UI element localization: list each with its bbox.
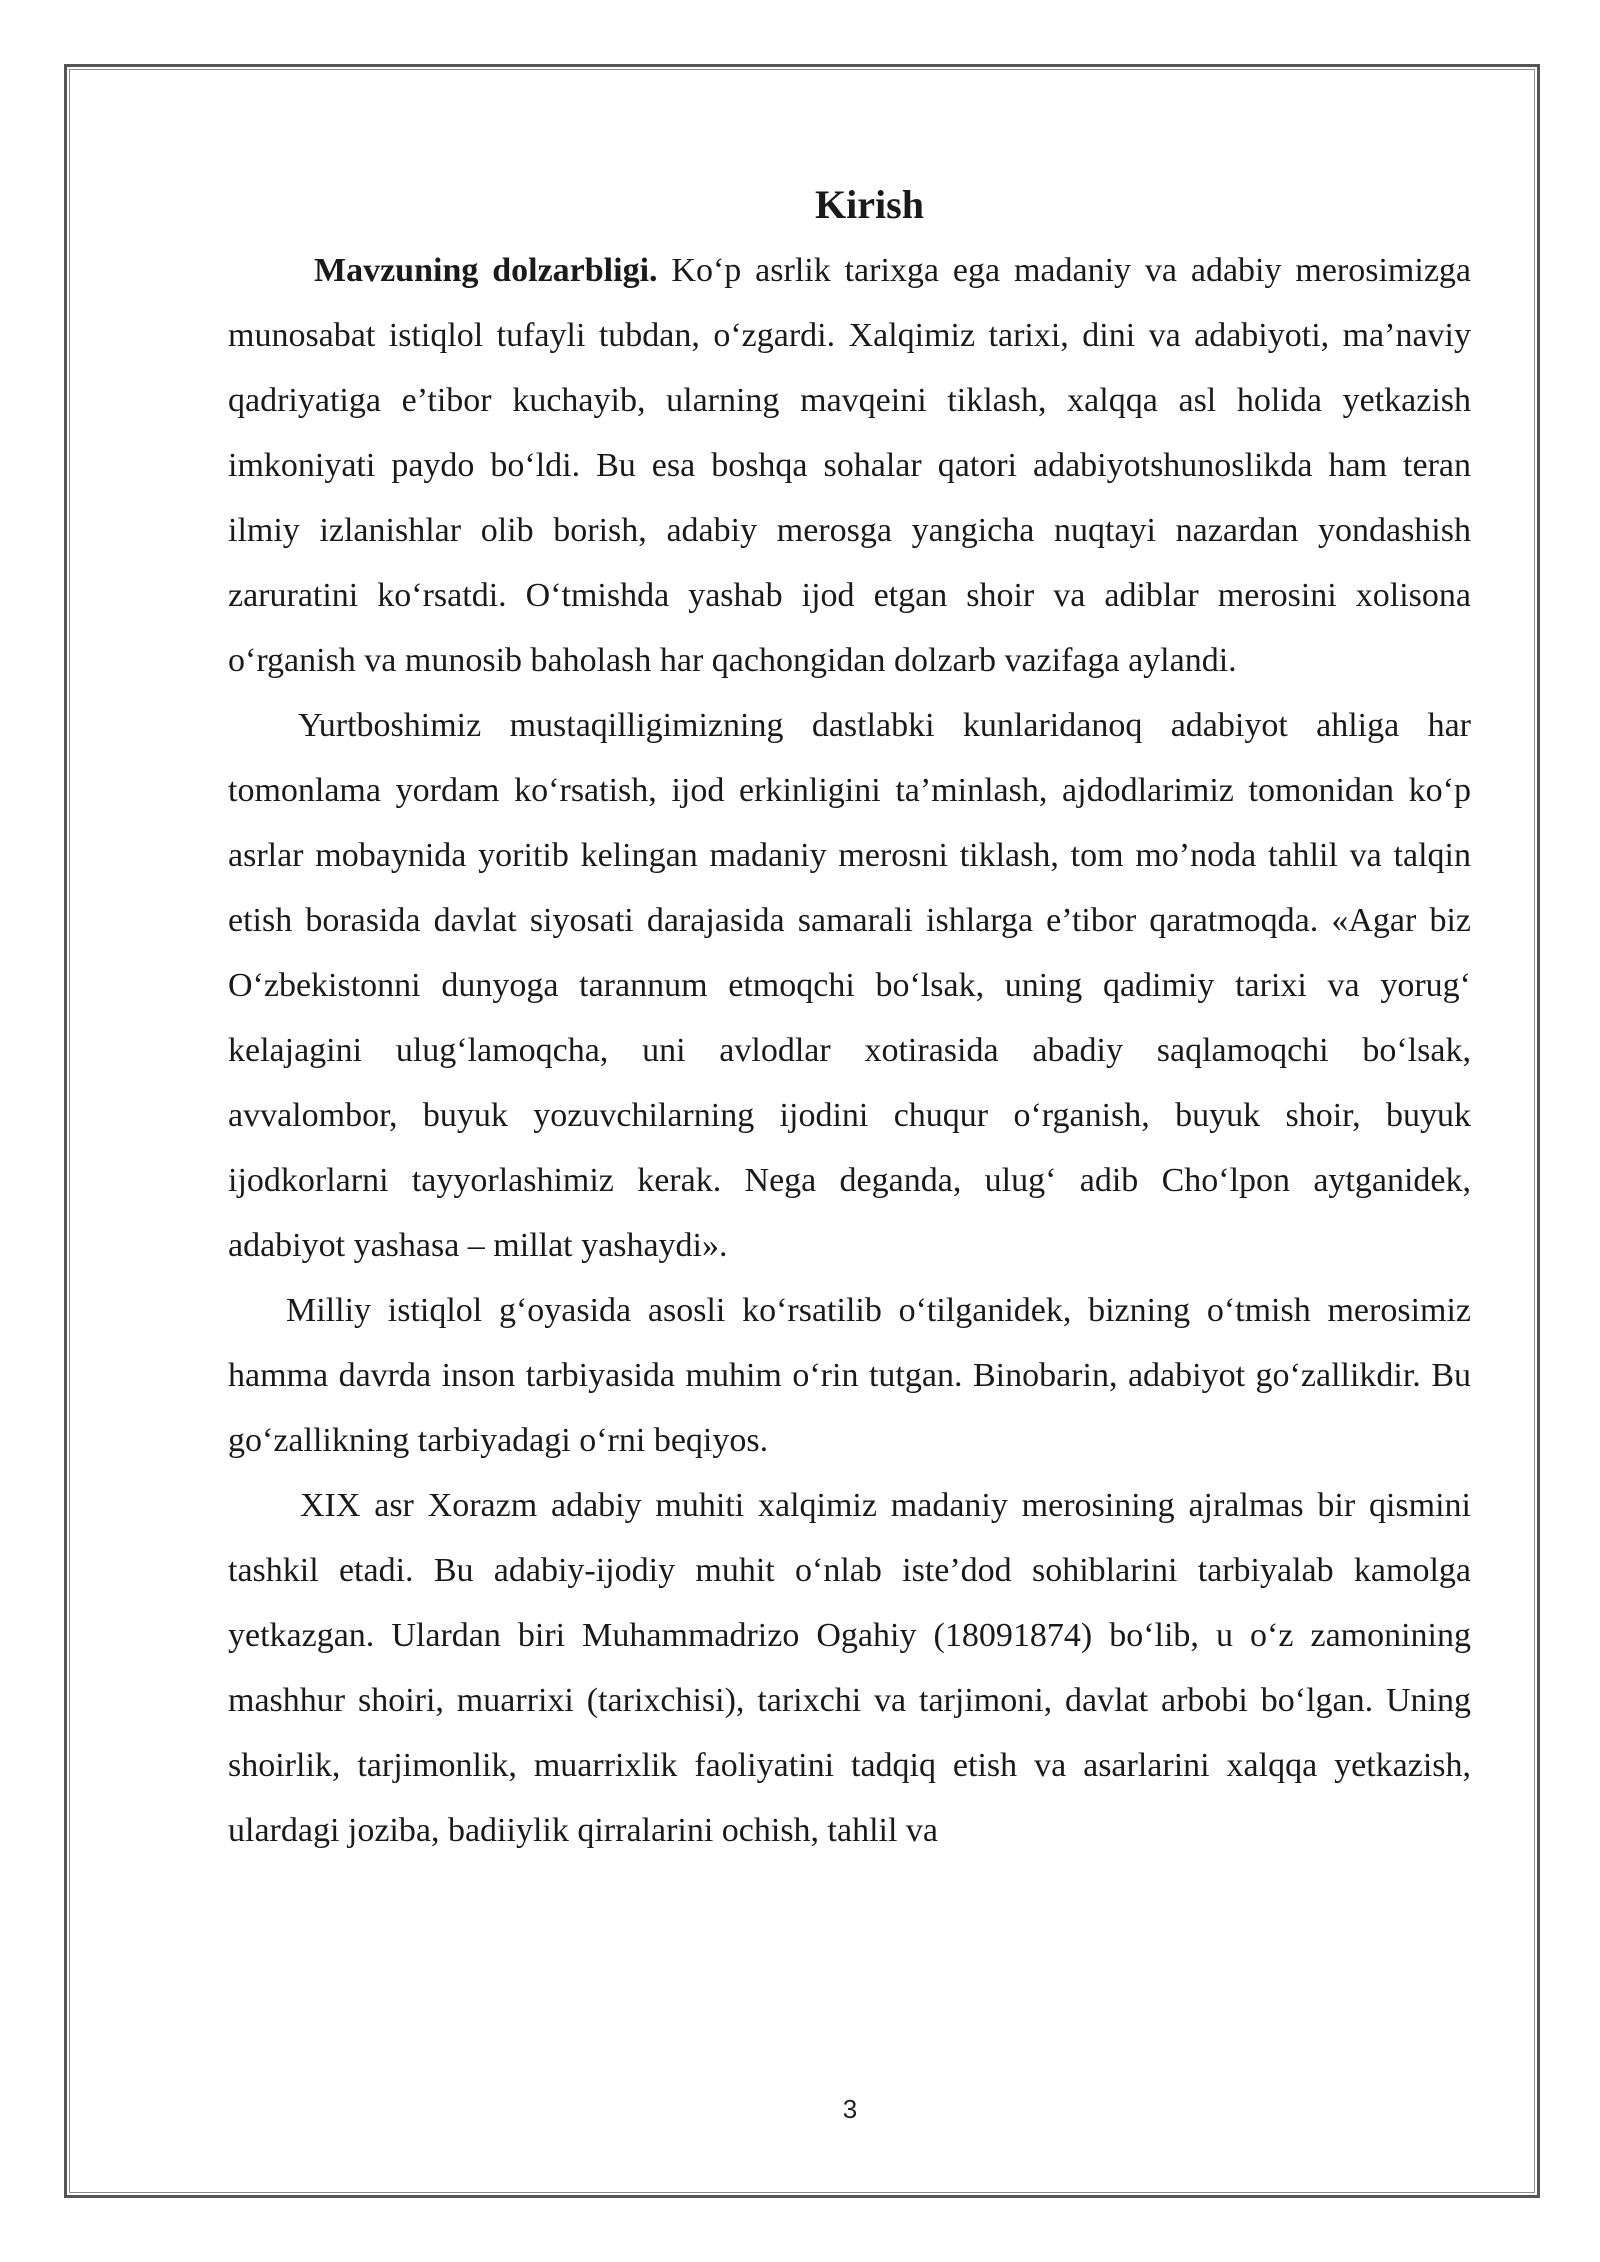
document-body xyxy=(228,176,1471,1863)
paragraph-relevance xyxy=(228,238,1471,693)
paragraph-national-idea: Milliy istiqlol g‘oyasida asosli ko‘rsatilib o‘tilganidek, bizning o‘tmish merosimiz hamma davrda inson tarbiyasida muhim o‘rin tutgan. Binobarin, adabiyot go‘zallikdir. Bu go‘zallikning tarbiyadagi o‘rni beqiyos. xyxy=(228,1292,1471,1459)
section-heading: Kirish xyxy=(815,182,924,227)
paragraph-lead: Mavzuning dolzarbligi. xyxy=(314,252,658,289)
paragraph-khorezm: XIX asr Xorazm adabiy muhiti xalqimiz madaniy merosining ajralmas bir qismini tashkil etadi. Bu adabiy-ijodiy muhit o‘nlab iste’dod sohiblarini tarbiyalab kamolga yetkazgan. Ulardan biri Muhammadrizo Ogahiy (18091874) bo‘lib, u o‘z zamonining mashhur shoiri, muarrixi (tarixchisi), tarixchi va tarjimoni, davlat arbobi bo‘lgan. Uning shoirlik, tarjimonlik, muarrixlik faoliyatini tadqiq etish va asarlarini xalqqa yetkazish, ulardagi joziba, badiiylik qirralarini ochish, tahlil va xyxy=(228,1487,1471,1849)
page-number: 3 xyxy=(842,2094,858,2124)
paragraph-president: Yurtboshimiz mustaqilligimizning dastlabki kunlaridanoq adabiyot ahliga har tomonlama yordam ko‘rsatish, ijod erkinligini ta’minlash, ajdodlarimiz tomonidan ko‘p asrlar mobaynida yoritib kelingan madaniy merosni tiklash, tom mo’noda tahlil va talqin etish borasida davlat siyosati darajasida samarali ishlarga e’tibor qaratmoqda. «Agar biz O‘zbekistonni dunyoga tarannum etmoqchi bo‘lsak, uning qadimiy tarixi va yorug‘ kelajagini ulug‘lamoqcha, uni avlodlar xotirasida abadiy saqlamoqchi bo‘lsak, avvalombor, buyuk yozuvchilarning ijodini chuqur o‘rganish, buyuk shoir, buyuk ijodkorlarni tayyorlashimiz kerak. Nega deganda, ulug‘ adib Cho‘lpon aytganidek, adabiyot yashasa – millat yashaydi». xyxy=(228,707,1471,1264)
paragraph-relevance-text: Ko‘p asrlik tarixga ega madaniy va adabiy merosimizga munosabat istiqlol tufayli tubdan, o‘zgardi. Xalqimiz tarixi, dini va adabiyoti, ma’naviy qadriyatiga e’tibor kuchayib, ularning mavqeini tiklash, xalqqa asl holida yetkazish imkoniyati paydo bo‘ldi. Bu esa boshqa sohalar qatori adabiyotshunoslikda ham teran ilmiy izlanishlar olib borish, adabiy merosga yangicha nuqtayi nazardan yondashish zaruratini ko‘rsatdi. O‘tmishda yashab ijod etgan shoir va adiblar merosini xolisona o‘rganish va munosib baholash har qachongidan dolzarb vazifaga aylandi. xyxy=(228,252,1472,679)
